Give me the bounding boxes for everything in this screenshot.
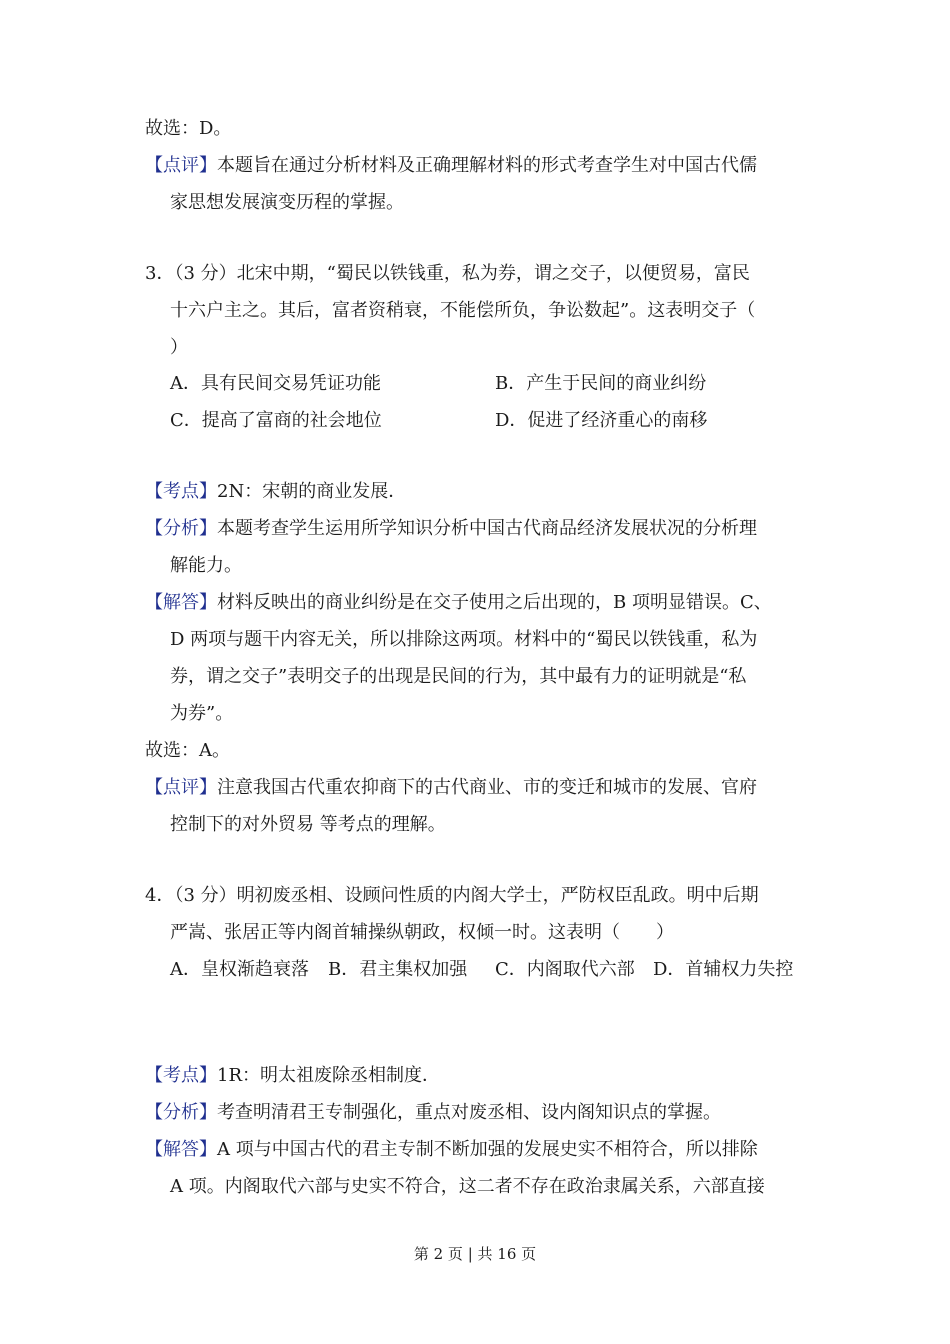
kaodian-text: 1R：明太祖废除丞相制度．: [217, 1065, 441, 1086]
q3-kaodian: [145, 480, 810, 504]
fenxi-tag: 【分析】: [145, 1102, 217, 1123]
q3-option-b: B．产生于民间的商业纠纷: [495, 373, 707, 394]
page-footer: 第 2 页 | 共 16 页: [413, 1245, 537, 1263]
q3-jieda-line2: D 两项与题干内容无关，所以排除这两项。材料中的“蜀民以铁钱重，私为: [170, 629, 758, 650]
q3-jieda-line3: 券，谓之交子”表明交子的出现是民间的行为，其中最有力的证明就是“私: [170, 666, 747, 687]
q4-jieda-line2: A 项。内阁取代六部与史实不符合，这二者不存在政治隶属关系，六部直接: [170, 1176, 765, 1197]
q4-stem-line1: 4．（3 分）明初废丞相、设顾问性质的内阁大学士，严防权臣乱政。明中后期: [145, 885, 759, 906]
kaodian-tag: 【考点】: [145, 1065, 217, 1086]
q3-option-c: C．提高了富商的社会地位: [170, 410, 382, 431]
q4-stem-line2: 严嵩、张居正等内阁首辅操纵朝政，权倾一时。这表明（ ）: [170, 922, 674, 943]
q3-option-a: A．具有民间交易凭证功能: [170, 373, 381, 394]
fenxi-tag: 【分析】: [145, 518, 217, 539]
prev-answer: 故选：D。: [145, 118, 232, 139]
q4-option-d: D．首辅权力失控: [653, 959, 794, 980]
jieda-text-1: A 项与中国古代的君主专制不断加强的发展史实不相符合，所以排除: [217, 1139, 758, 1160]
comment-text-1: 本题旨在通过分析材料及正确理解材料的形式考查学生对中国古代儒: [217, 155, 757, 176]
q3-stem-line3: ）: [170, 337, 188, 358]
q4-kaodian: [145, 1064, 810, 1088]
jieda-text-1: 材料反映出的商业纠纷是在交子使用之后出现的，B 项明显错误。C、: [217, 592, 772, 613]
prev-comment-line2: 家思想发展演变历程的掌握。: [170, 192, 404, 213]
q3-answer: 故选：A。: [145, 740, 230, 761]
prev-comment-line1: [145, 154, 810, 178]
comment-tag: 【点评】: [145, 155, 217, 176]
jieda-tag: 【解答】: [145, 1139, 217, 1160]
q3-jieda-line1: [145, 591, 810, 615]
q4-option-a: A．皇权渐趋衰落: [170, 959, 309, 980]
q4-option-c: C．内阁取代六部: [495, 959, 635, 980]
dianping-tag: 【点评】: [145, 777, 217, 798]
kaodian-text: 2N：宋朝的商业发展．: [217, 481, 407, 502]
q3-dianping-line1: [145, 776, 810, 800]
q4-option-b: B．君主集权加强: [328, 959, 468, 980]
q3-fenxi-line1: [145, 517, 810, 541]
q4-jieda-line1: [145, 1138, 810, 1162]
fenxi-text: 考查明清君王专制强化，重点对废丞相、设内阁知识点的掌握。: [217, 1102, 721, 1123]
kaodian-tag: 【考点】: [145, 481, 217, 502]
dianping-text-1: 注意我国古代重农抑商下的古代商业、市的变迁和城市的发展、官府: [217, 777, 757, 798]
q3-option-d: D．促进了经济重心的南移: [495, 410, 708, 431]
q3-stem-line1: 3．（3 分）北宋中期，“蜀民以铁钱重，私为券，谓之交子，以便贸易，富民: [145, 263, 750, 284]
q3-jieda-line4: 为券”。: [170, 703, 234, 724]
q4-fenxi: [145, 1101, 810, 1125]
q3-fenxi-line2: 解能力。: [170, 555, 242, 576]
jieda-tag: 【解答】: [145, 592, 217, 613]
fenxi-text-1: 本题考查学生运用所学知识分析中国古代商品经济发展状况的分析理: [217, 518, 757, 539]
q3-stem-line2: 十六户主之。其后，富者资稍衰，不能偿所负，争讼数起”。这表明交子（: [170, 300, 756, 321]
q3-dianping-line2: 控制下的对外贸易 等考点的理解。: [170, 814, 446, 835]
